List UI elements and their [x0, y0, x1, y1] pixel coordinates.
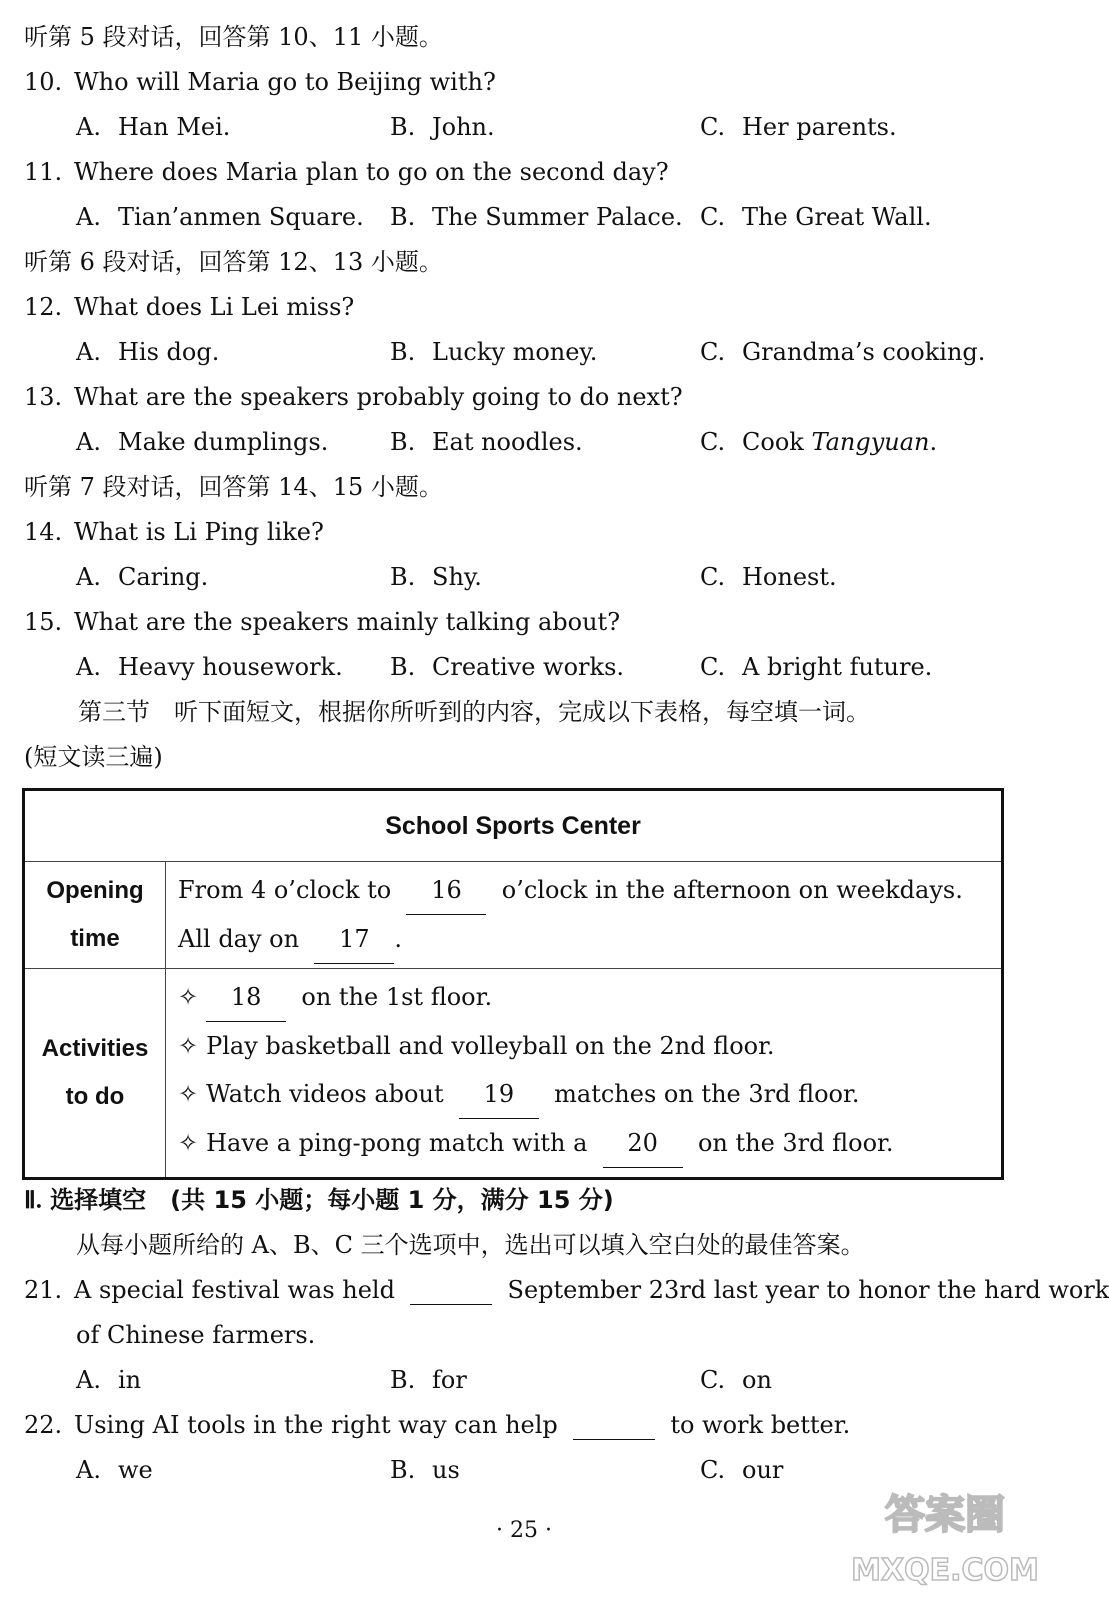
blank-19[interactable]: 19: [459, 1070, 539, 1119]
activity-1: ✧ 18 on the 1st floor.: [178, 973, 989, 1022]
page-number: · 25 ·: [496, 1518, 552, 1543]
blank-20[interactable]: 20: [603, 1119, 683, 1168]
option-a[interactable]: A. Han Mei.: [76, 113, 231, 141]
diamond-bullet-icon: ✧: [178, 983, 199, 1011]
activities-cell: [166, 969, 1003, 1179]
blank-17[interactable]: 17: [314, 915, 394, 964]
option-c[interactable]: C. Grandma’s cooking.: [700, 338, 986, 366]
option-a[interactable]: A. His dog.: [76, 338, 220, 366]
question-text: What is Li Ping like?: [74, 518, 324, 546]
question-number: 13.: [24, 383, 63, 411]
question-text: Who will Maria go to Beijing with?: [74, 68, 496, 96]
option-c[interactable]: C. Her parents.: [700, 113, 897, 141]
question-text: What are the speakers mainly talking about?: [74, 608, 621, 636]
opening-time-header: Opening time: [24, 862, 166, 969]
question-12: [24, 292, 354, 322]
question-text: What are the speakers probably going to do next?: [74, 383, 683, 411]
diamond-bullet-icon: ✧: [178, 1032, 199, 1060]
question-number: 12.: [24, 293, 63, 321]
sports-center-table: [22, 788, 1004, 1180]
option-b[interactable]: B. Eat noodles.: [390, 428, 583, 456]
question-15: [24, 607, 620, 637]
question-21: 21. A special festival was held September 23rd last year to honor the hard work: [24, 1276, 1109, 1304]
option-b[interactable]: B. us: [390, 1456, 460, 1484]
question-22: 22. Using AI tools in the right way can help to work better.: [24, 1411, 851, 1439]
option-b[interactable]: B. John.: [390, 113, 495, 141]
blank-16[interactable]: 16: [406, 866, 486, 915]
section-3-instruction: 第三节 听下面短文，根据你所听到的内容，完成以下表格，每空填一词。: [78, 698, 870, 726]
option-a[interactable]: A. in: [76, 1366, 142, 1394]
question-text: What does Li Lei miss?: [74, 293, 355, 321]
section-header-dialogue-6: 听第 6 段对话，回答第 12、13 小题。: [24, 248, 443, 276]
activity-4: ✧ Have a ping-pong match with a 20 on the 3rd floor.: [178, 1119, 989, 1168]
option-b[interactable]: B. Creative works.: [390, 653, 625, 681]
question-number: 11.: [24, 158, 63, 186]
answer-blank[interactable]: [573, 1417, 655, 1440]
diamond-bullet-icon: ✧: [178, 1129, 199, 1157]
option-c[interactable]: C. Cook Tangyuan.: [700, 428, 938, 456]
question-number: 14.: [24, 518, 63, 546]
option-c[interactable]: C. A bright future.: [700, 653, 933, 681]
section-2-instruction: 从每小题所给的 A、B、C 三个选项中，选出可以填入空白处的最佳答案。: [76, 1231, 865, 1259]
option-c[interactable]: C. Honest.: [700, 563, 837, 591]
section-header-dialogue-7: 听第 7 段对话，回答第 14、15 小题。: [24, 473, 443, 501]
section-2-title: Ⅱ. 选择填空 (共 15 小题；每小题 1 分，满分 15 分): [24, 1186, 614, 1214]
table-title: School Sports Center: [24, 790, 1003, 862]
option-c[interactable]: C. on: [700, 1366, 772, 1394]
activity-3: ✧ Watch videos about 19 matches on the 3rd floor.: [178, 1070, 989, 1119]
section-3-note: (短文读三遍): [24, 743, 163, 771]
option-a[interactable]: A. Heavy housework.: [76, 653, 343, 681]
question-13: [24, 382, 683, 412]
option-a[interactable]: A. Caring.: [76, 563, 209, 591]
watermark-url: MXQE.COM: [851, 1553, 1039, 1588]
option-a[interactable]: A. we: [76, 1456, 153, 1484]
option-c[interactable]: C. our: [700, 1456, 784, 1484]
opening-time-cell: From 4 o’clock to 16 o’clock in the afternoon on weekdays. All day on 17 .: [166, 862, 1003, 969]
activity-2: ✧ Play basketball and volleyball on the 2nd floor.: [178, 1032, 775, 1060]
option-b[interactable]: B. for: [390, 1366, 467, 1394]
question-number: 21.: [24, 1276, 63, 1304]
question-11: [24, 157, 669, 187]
blank-18[interactable]: 18: [206, 973, 286, 1022]
section-header-dialogue-5: 听第 5 段对话，回答第 10、11 小题。: [24, 23, 443, 51]
question-number: 15.: [24, 608, 63, 636]
answer-blank[interactable]: [410, 1282, 492, 1305]
watermark-logo: [850, 1480, 1040, 1590]
question-number: 22.: [24, 1411, 63, 1439]
diamond-bullet-icon: ✧: [178, 1080, 199, 1108]
option-b[interactable]: B. Lucky money.: [390, 338, 598, 366]
option-b[interactable]: B. The Summer Palace.: [390, 203, 683, 231]
question-10: [24, 67, 496, 97]
question-14: [24, 517, 324, 547]
question-text: Where does Maria plan to go on the second day?: [74, 158, 669, 186]
option-c[interactable]: C. The Great Wall.: [700, 203, 932, 231]
watermark-text: 答案圈: [885, 1492, 1005, 1538]
option-a[interactable]: A. Make dumplings.: [76, 428, 329, 456]
question-21-line2: of Chinese farmers.: [76, 1321, 316, 1349]
option-a[interactable]: A. Tian’anmen Square.: [76, 203, 364, 231]
option-b[interactable]: B. Shy.: [390, 563, 482, 591]
activities-header: Activities to do: [24, 969, 166, 1179]
question-number: 10.: [24, 68, 63, 96]
